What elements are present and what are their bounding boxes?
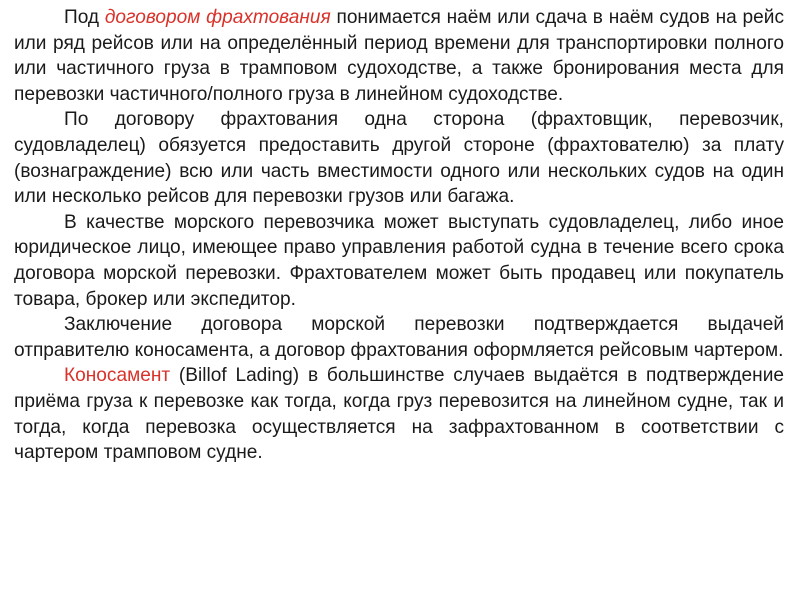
paragraph-5-body: (Billof Lading) в большинстве случаев выдаётся в подтверждение приёма груза к перевозке как тогда, когда груз перевозится на линейном судне, так и тогда, когда перевозка осуществляется на зафрахтованном в соответствии с чартером трамповом судне. <box>14 365 784 464</box>
paragraph-sea-carrier: В качестве морского перевозчика может выступать судовладелец, либо иное юридическое лицо, имеющее право управления работой судна в течение всего срока договора морской перевозки. Фрахтователем может быть продавец или покупатель товара, брокер или экспедитор. <box>14 211 784 310</box>
paragraph-contract-confirmation: Заключение договора морской перевозки подтверждается выдачей отправителю коносамента, а договор фрахтования оформляется рейсовым чартером. <box>14 314 784 361</box>
paragraph-charter-definition <box>14 5 784 107</box>
paragraph-1-lead: Под <box>64 7 105 28</box>
paragraph-charter-obligations: По договору фрахтования одна сторона (фрахтовщик, перевозчик, судовладелец) обязуется предоставить другой стороне (фрахтователю) за плату (вознаграждение) всю или часть вместимости одного или нескольких судов на один или несколько рейсов для перевозки грузов или багажа. <box>14 109 784 208</box>
text-body <box>14 5 784 466</box>
term-charter-contract: договором фрахтования <box>104 7 331 28</box>
term-bill-of-lading: Коносамент <box>64 365 171 387</box>
paragraph-bill-of-lading <box>14 363 784 465</box>
paragraph-1-body: понимается наём или сдача в наём судов на рейс или ряд рейсов или на определённый период времени для транспортировки полного или частичного груза в трамповом судоходстве, а также бронирования места для перевозки частичного/полного груза в линейном судоходстве. <box>14 7 784 105</box>
